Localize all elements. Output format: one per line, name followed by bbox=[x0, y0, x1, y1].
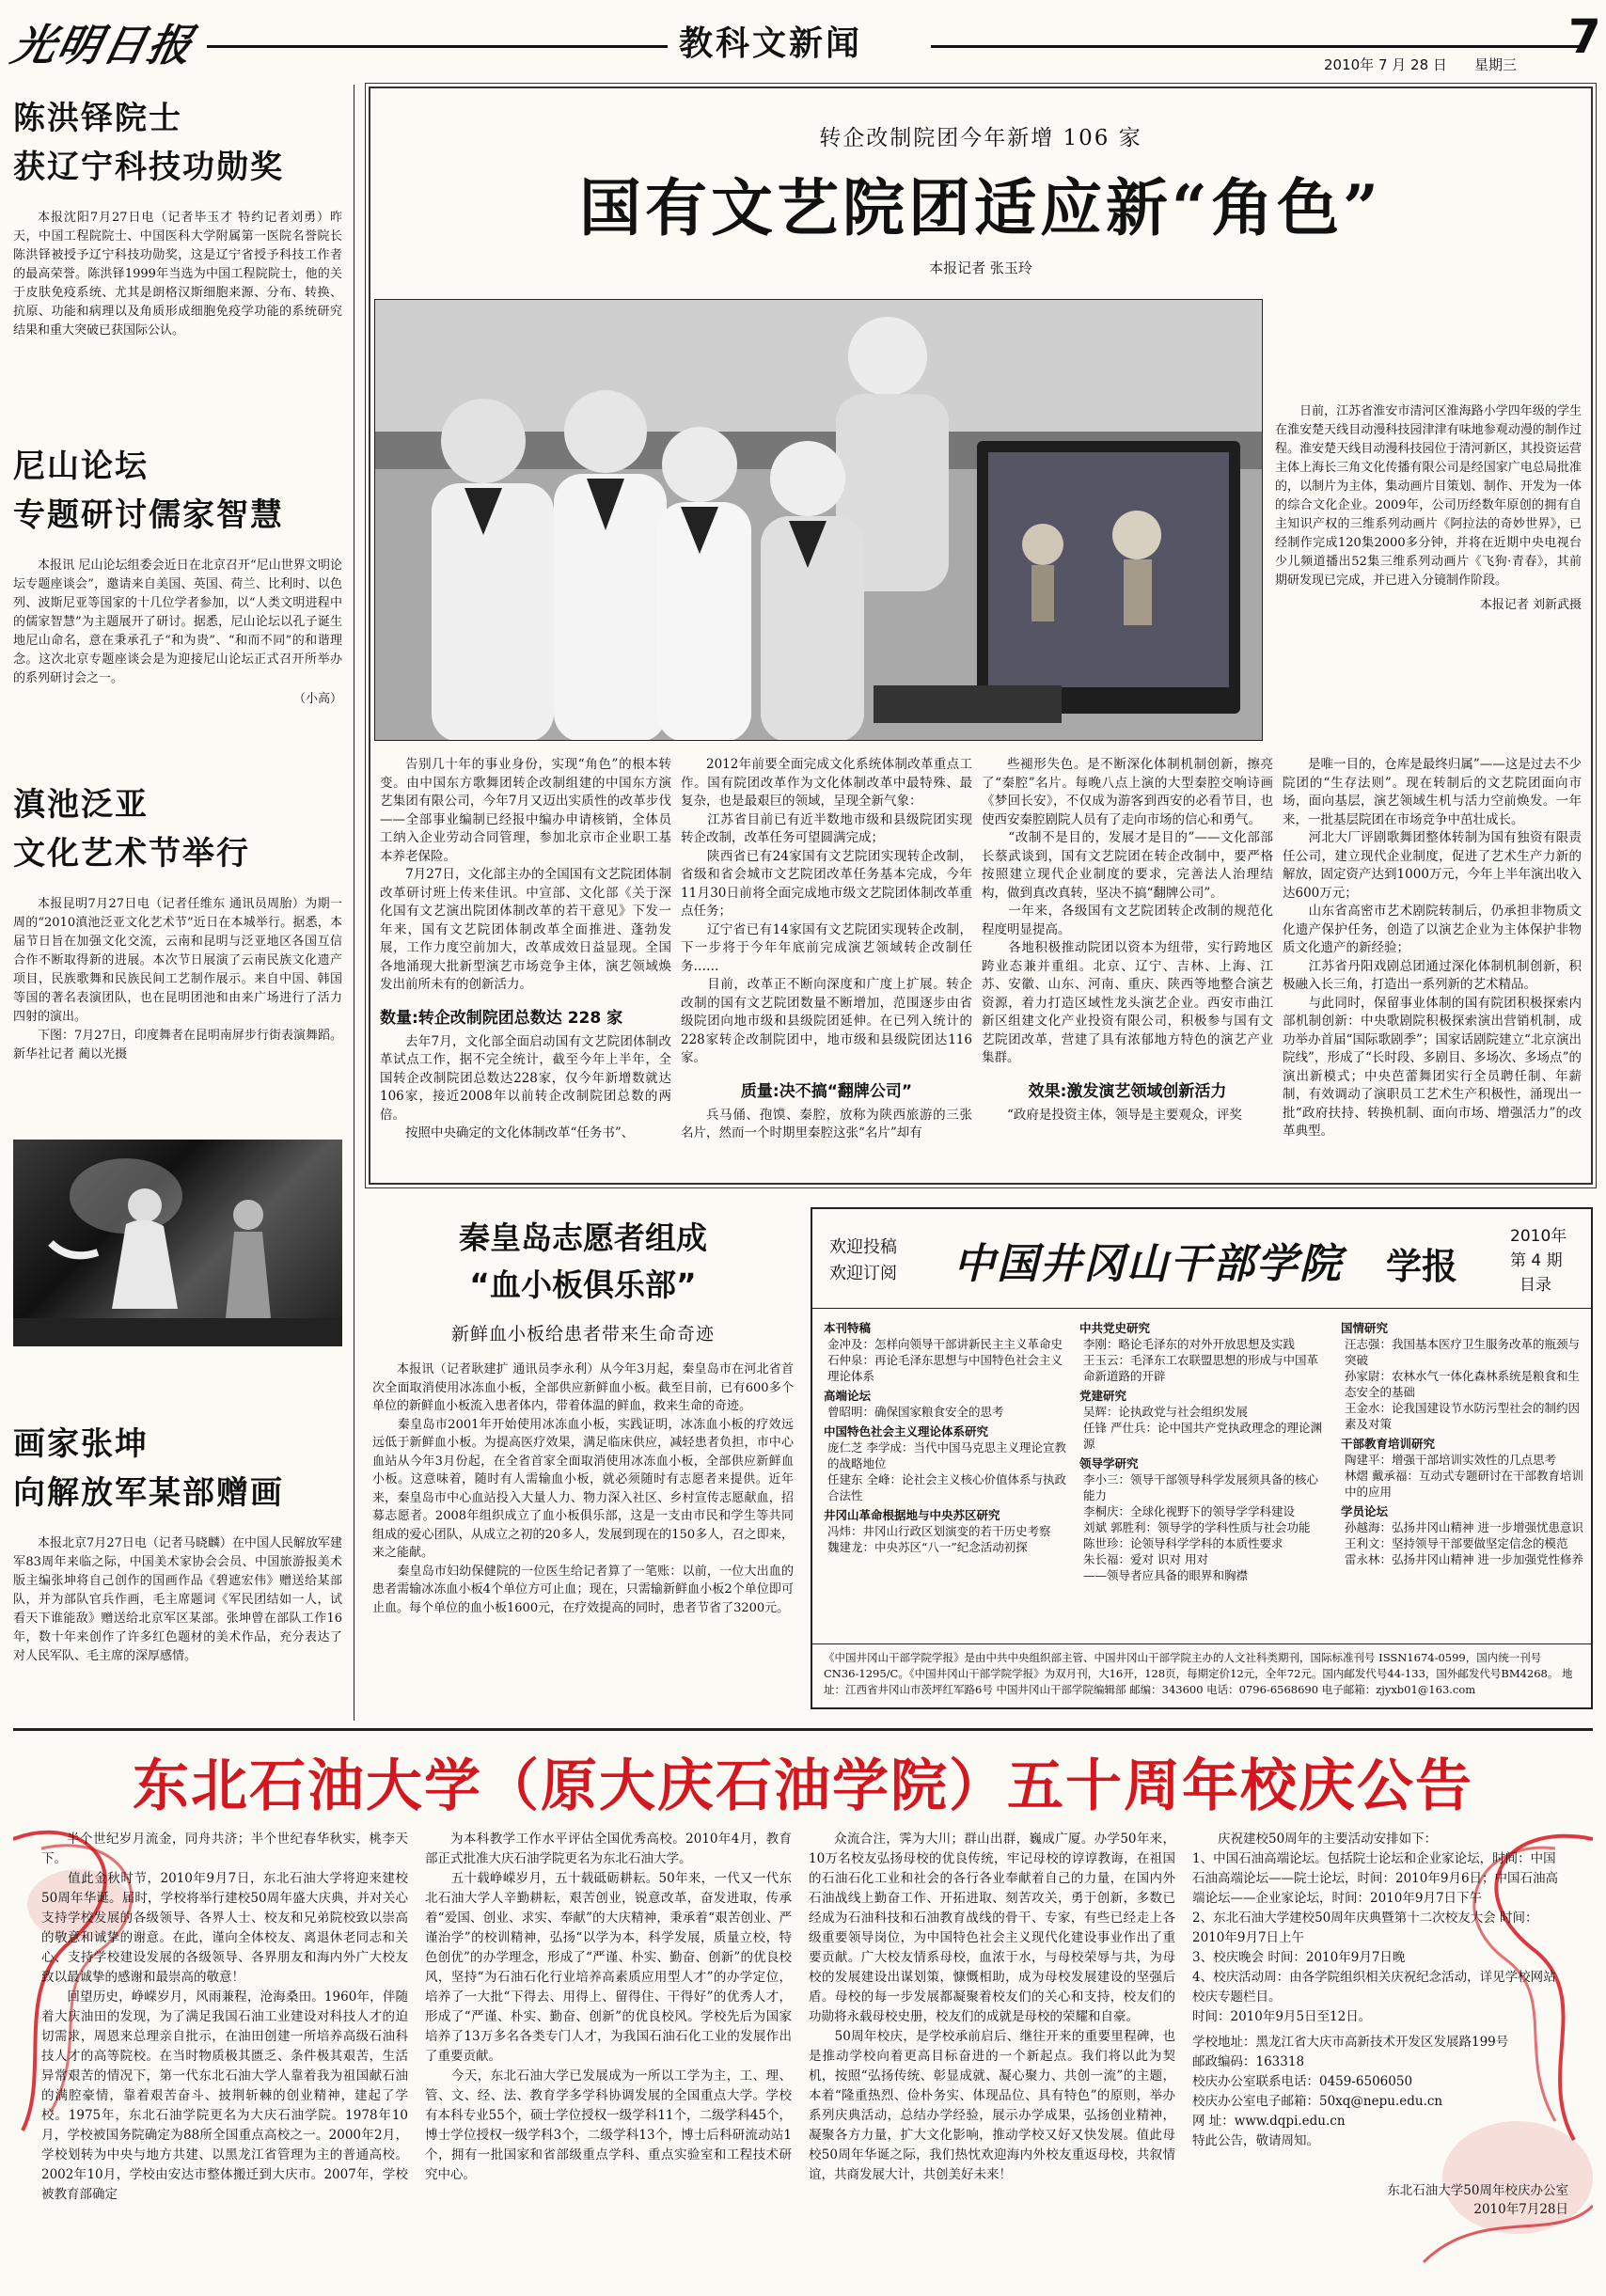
toc-entry: 任建东 全峰：论社会主义核心价值体系与执政合法性 bbox=[827, 1472, 1066, 1502]
activities-intro: 庆祝建校50周年的主要活动安排如下： bbox=[1218, 1832, 1438, 1847]
activity-item: 1、中国石油高端论坛。包括院士论坛和企业家论坛，时间：中国石油高端论坛——院士论坛，时间：2010年9月6日；中国石油高端论坛——企业家论坛，时间：2010年9月7日下午 bbox=[1192, 1851, 1559, 1906]
headline: 文化艺术节举行 bbox=[13, 835, 250, 873]
toc-entry: 孙家尉：农林水气一体化森林系统是粮食和生态安全的基础 bbox=[1345, 1369, 1581, 1399]
anniversary-ad bbox=[13, 1736, 1593, 2290]
toc-entry: 朱长福：爱对 识对 用对 bbox=[1083, 1552, 1208, 1566]
ad-column-3: 众流合注，霁为大川；群山出群，巍成广厦。办学50年来，10万名校友弘扬母校的优良传统，牢记母校的谆谆教诲，在祖国的石油石化工业和社会的各行各业奉献着自己的力量，在国内外石油战线上勤奋工作、开拓进取、刻苦攻关，勇于创新，多数已经成为石油科技和石油教育战线的骨干、专家，有些已经走上各级重要领导岗位，为中国特色社会主义现代化建设事业作出了重要贡献。广大校友情系母校，血浓于水，与母校荣辱与共，为母校的发展建设出谋划策，慷慨相助，成为母校发展建设的坚强后盾。母校的每一步发展都凝聚着校友们的关心和支持，校友们的功勋将永载母校史册，校友们的成就是母校的荣耀和自豪。 50周年校庆，是学校承前启后、继往开来的重要里程碑，也是推动学校向着更高目标奋进的一个新起点。我们将以此为契机，按照“弘扬传统、彰显成就、凝心聚力、共创一流”的主题，本着“隆重热烈、俭朴务实、体现品位、具有特色”的原则，举办系列庆典活动，总结办学经验，展示办学成果，弘扬创业精神，凝聚各方力量，扩大文化影响，推动学校又好又快发展。值此母校50周年华诞之际，我们热忱欢迎海内外校友重返母校，共叙情谊，共商发展大计，共创美好未来！ bbox=[809, 1832, 1175, 2182]
masthead bbox=[0, 0, 1606, 73]
lead-headline: 国有文艺院团适应新“角色” bbox=[579, 171, 1382, 244]
ad-signature-date: 2010年7月28日 bbox=[1473, 2202, 1568, 2217]
headline: 获辽宁科技功勋奖 bbox=[13, 149, 284, 186]
story-qinhuangdao bbox=[372, 1215, 794, 1617]
contact-line: 邮政编码：163318 bbox=[1192, 2054, 1305, 2069]
toc-section-heading: 本刊特稿 bbox=[824, 1321, 872, 1335]
toc-entry: 孙越海：弘扬井冈山精神 进一步增强忧患意识 bbox=[1345, 1520, 1583, 1534]
toc-entry: 曾昭明：确保国家粮食安全的思考 bbox=[827, 1405, 1004, 1419]
headline: 秦皇岛志愿者组成 bbox=[459, 1219, 707, 1256]
story-dianchi-festival bbox=[13, 780, 347, 1064]
issue-weekday: 星期三 bbox=[1474, 56, 1518, 73]
activities-list bbox=[1192, 1849, 1568, 2027]
ad-title: 东北石油大学（原大庆石油学院）五十周年校庆公告 bbox=[133, 1753, 1473, 1819]
photo-caption: 下图：7月27日，印度舞者在昆明南屏步行街表演舞蹈。 新华社记者 蔺以光摄 bbox=[13, 1029, 347, 1062]
welcome-subscribe: 欢迎订阅 bbox=[829, 1264, 897, 1283]
toc-entry: 金冲及：怎样向领导干部讲新民主主义革命史 bbox=[827, 1337, 1063, 1351]
headline: 向解放军某部赠画 bbox=[13, 1474, 284, 1512]
lead-column-2: 2012年前要全面完成文化系统体制改革重点工作。国有院团改革作为文化体制改革中最特殊、最复杂，也是最艰巨的领域，呈现全新气象： 江苏省目前已有近半数地市级和县级院团实现转企改制，改革任务可望圆满完成； 陕西省已有24家国有文艺院团实现转企改制，省级和省会城市文艺院团改革任务基本完成，今年11月30日前将全面完成地市级文艺院团体制改革重点任务； 辽宁省已有14家国有文艺院团实现转企改制，下一步将于今年年底前完成演艺领域转企改制任务…… 目前，改革正不断向深度和广度上扩展。转企改制的国有文艺院团数量不断增加，范围逐步由省级院团向地市级和县级院团延伸。在已列入统计的228家转企改制院团中，地市级和县级院团达116家。 质量:决不搞“翻牌公司” 兵马俑、孢馍、秦腔，放称为陕西旅游的三张名片，然而一个时期里秦腔这张“名片”却有 bbox=[681, 757, 972, 1140]
jinggangshan-journal-box bbox=[811, 1207, 1593, 1709]
subhead: 效果:激发演艺领域创新活力 bbox=[1028, 1081, 1227, 1101]
toc-column-1 bbox=[824, 1316, 1066, 1555]
journal-toc-label: 目录 bbox=[1519, 1276, 1551, 1295]
contact-line: 校庆办公室电子邮箱：50xq@nepu.edu.cn bbox=[1192, 2094, 1443, 2109]
lead-column-3: 些褪形失色。是不断深化体制机制创新，擦亮了“秦腔”名片。每晚八点上演的大型秦腔交响诗画《梦回长安》，不仅成为游客到西安的必看节目，也使西安秦腔剧院人员有了走向市场的信心和勇气。 “改制不是目的，发展才是目的”——文化部部长蔡武谈到，国有文艺院团在转企改制中，要严格按照建立现代企业制度的要求，完善法人治理结构，做到真改真转，坚决不搞“翻牌公司”。 一年来，各级国有文艺院团转企改制的规范化程度明显提高。 各地积极推动院团以资本为纽带，实行跨地区跨业态兼并重组。北京、辽宁、吉林、上海、江苏、安徽、山东、河南、重庆、陕西等地整合演艺资源，着力打造区域性龙头演艺企业。西安市曲江新区组建文化产业投资有限公司，积极参与国有文艺院团改革，营建了具有浓郁地方特色的演艺产业集群。 效果:激发演艺领域创新活力 “政府是投资主体，领导是主要观众，评奖 bbox=[982, 757, 1273, 1123]
toc-entry: 任锋 严仕兵：论中国共产党执政理念的理论渊源 bbox=[1083, 1421, 1322, 1451]
toc-entry: 吴辉：论执政党与社会组织发展 bbox=[1083, 1405, 1249, 1419]
contact-line: 特此公告，敬请周知。 bbox=[1192, 2133, 1319, 2148]
article-body: 本报北京7月27日电（记者马晓麟）在中国人民解放军建军83周年来临之际，中国美术家协会会员、中国旅游报美术版主编张坤将自己创作的国画作品《碧遮宏伟》赠送给某部队，并为部队官兵作画，毛主席题词《军民团结如一人，试看天下谁能敌》赠送给北京军区某部。张坤曾在部队工作16年，数十年来创作了许多红色题材的美术作品，充分表达了对人民军队、毛主席的深厚感情。 bbox=[13, 1536, 342, 1663]
masthead-rule-right bbox=[931, 45, 1580, 48]
toc-section-heading: 国情研究 bbox=[1341, 1321, 1389, 1335]
article-body: 本报讯（记者耿建扩 通讯员李永利）从今年3月起，秦皇岛市在河北省首次全面取消使用冰冻血小板，全部供应新鲜血小板。截至目前，已有600多个单位的新鲜血小板流入患者体内，带着体温的鲜血，救来生命的奇迹。 秦皇岛市2001年开始使用冰冻血小板，实践证明，冰冻血小板的疗效远远低于新鲜血小板。为提高医疗效果，满足临床供应，减轻患者负担，市中心血站从今年3月份起，在全省首家全面取消使用冰冻血小板，全部供应新鲜血小板。这意味着，随时有人需输血小板，就必须随时有志愿者来提供。近年来，秦皇岛市中心血站投入大量人力、物力深入社区、乡村宣传志愿献血，招募志愿者。2008年组织成立了血小板俱乐部，这是一支由市民和学生等共同组成的爱心团队，从成立之初的20多人，发展到现在的150多人，召之即来，来之能献。 秦皇岛市妇幼保健院的一位医生给记者算了一笔账：以前，一位大出血的患者需输冰冻血小板4个单位方可止血；现在，只需输新鲜血小板2个单位即可止血。每个单位的血小板1600元，在疗效提高的同时，患者节省了3200元。 bbox=[372, 1362, 794, 1615]
activity-item: 2、东北石油大学建校50周年庆典暨第十二次校友大会 时间：2010年9月7日上午 bbox=[1192, 1911, 1538, 1945]
lead-photo-caption: 日前，江苏省淮安市清河区淮海路小学四年级的学生在淮安楚天线目动漫科技园津津有味地参观动漫的制作过程。淮安楚天线目动漫科技园位于清河新区，其投资运营主体上海长三角文化传播有限公司是经国家广电总局批准的，以制片为主体，集动画片目策划、制作、开发为一体的综合文化企业。2009年，公司历经数年原创的拥有自主知识产权的三维系列动画片《阿拉法的奇妙世界》，已经制作完成120集2000多分钟，并将在近期中央电视台少儿频道播出52集三维系列动画片《飞狗·青春》，其前期研发现已完成，并已进入分镜制作阶段。 本报记者 刘新武摄 bbox=[1275, 404, 1582, 612]
toc-column-2 bbox=[1079, 1316, 1330, 1583]
ad-column-4 bbox=[1192, 1830, 1568, 2217]
welcome-submit: 欢迎投稿 bbox=[829, 1237, 897, 1257]
article-body: 本报讯 尼山论坛组委会近日在北京召开“尼山世界文明论坛专题座谈会”，邀请来自美国、英国、荷兰、比利时、以色列、波斯尼亚等国家的十几位学者参加，以“人类文明进程中的儒家智慧”为主题展开了研讨。据悉，尼山论坛以孔子诞生地尼山命名，意在秉承孔子“和为贵”、“和而不同”的和谐理念。这次北京专题座谈会是为迎接尼山论坛正式召开所举办的系列研讨会之一。 bbox=[13, 558, 342, 685]
story-zhang-kun bbox=[13, 1420, 342, 1666]
journal-name: 中国井冈山干部学院 bbox=[953, 1240, 1343, 1288]
journal-name-suffix: 学报 bbox=[1386, 1245, 1458, 1287]
toc-column-3 bbox=[1341, 1316, 1583, 1567]
toc-entry: 汪志强：我国基本医疗卫生服务改革的瓶颈与突破 bbox=[1345, 1337, 1581, 1367]
journal-footer: 《中国井冈山干部学院学报》是由中共中央组织部主管、中国井冈山干部学院主办的人文社科类期刊，国际标准刊号 ISSN1674-0599，国内统一刊号 CN36-1295/C。《中国井冈山干部学院学报》为双月刊，大16开，128页，每期定价12元，全年72元。国内邮发代号44-133，国外邮发代号BM4268。 地址：江西省井冈山市茨坪红军路6号 中国井冈山干部学院编辑部 邮编：343600 电话：0796-6568690 电子邮箱：zjyxb01@163.com bbox=[812, 1643, 1591, 1707]
toc-entry: 王金水：论我国建设节水防污型社会的制约因素及对策 bbox=[1345, 1401, 1581, 1431]
activity-item: 4、校庆活动周：由各学院组织相关庆祝纪念活动，详见学校网站校庆专题栏目。 bbox=[1192, 1970, 1556, 2005]
journal-issue: 第 4 期 bbox=[1510, 1251, 1563, 1270]
headline: 滇池泛亚 bbox=[13, 786, 149, 824]
toc-section-heading: 学员论坛 bbox=[1341, 1504, 1389, 1518]
toc-entry: 陶建平：增强干部培训实效性的几点思考 bbox=[1345, 1453, 1557, 1467]
deck: 新鲜血小板给患者带来生命奇迹 bbox=[450, 1324, 715, 1345]
masthead-rule-left bbox=[207, 45, 668, 48]
toc-entry: 王玉云：毛泽东工农联盟思想的形成与中国革命新道路的开辟 bbox=[1083, 1353, 1319, 1383]
lead-kicker: 转企改制院团今年新增 106 家 bbox=[819, 126, 1142, 150]
toc-section-heading: 党建研究 bbox=[1079, 1389, 1127, 1403]
issue-date: 2010年 7 月 28 日 bbox=[1324, 56, 1447, 73]
toc-section-heading: 中国特色社会主义理论体系研究 bbox=[824, 1424, 989, 1439]
contact-line: 学校地址：黑龙江省大庆市高新技术开发区发展路199号 bbox=[1192, 2035, 1509, 2050]
toc-entry: 庞仁芝 李学成：当代中国马克思主义理论宣教的战略地位 bbox=[827, 1440, 1066, 1470]
ad-column-1: 半个世纪岁月流金，同舟共济；半个世纪春华秋实，桃李天下。 值此金秋时节，2010年9月7日，东北石油大学将迎来建校50周年华诞。届时，学校将举行建校50周年盛大庆典，并对关心支持学校发展的各级领导、各界人士、校友和兄弟院校致以崇高的敬意和诚挚的谢意。在此，谨向全体校友、离退休老同志和关心、支持学校建设发展的各级领导、各界朋友和海内外广大校友致以最诚挚的感谢和最崇高的敬意！ 回望历史，峥嵘岁月，风雨兼程，沧海桑田。1960年，伴随着大庆油田的发现，为了满足我国石油工业建设对科技人才的迫切需求，周恩来总理亲自批示，在油田创建一所培养高级石油科技人才的高等院校。在当时物质极其匮乏、条件极其艰苦，生活异常艰苦的情况下，第一代东北石油大学人靠着我为祖国献石油的满腔豪情，靠着艰苦奋斗、披荆斩棘的创业精神，建起了学校。1975年，东北石油学院更名为大庆石油学院。1978年10月，学校被国务院确定为88所全国重点高校之一。2000年2月，学校划转为中央与地方共建、以黑龙江省管理为主的普通高校。2002年10月，学校由安达市整体搬迁到大庆市。2007年，学校被教育部确定 bbox=[41, 1832, 408, 2202]
toc-entry: 刘斌 郭胜利：领导学的学科性质与社会功能 bbox=[1083, 1520, 1311, 1534]
page-number: 7 bbox=[1568, 9, 1601, 64]
article-body: 本报昆明7月27日电（记者任维东 通讯员周胎）为期一周的“2010滇池泛亚文化艺术节”近日在本城举行。据悉，本届节日旨在加强文化交流，云南和昆明与泛亚地区各国互信合作不断取得新的进展。本次节日展演了云南民族文化遗产项目，民族歌舞和民族民间工艺制作展示。来自中国、韩国等国的著名表演团队，也在昆明团池和由来广场进行了活力四射的演出。 bbox=[13, 897, 342, 1024]
contact-line: 网 址：www.dqpi.edu.cn bbox=[1192, 2114, 1346, 2129]
lead-photo bbox=[374, 299, 1263, 741]
subhead: 质量:决不搞“翻牌公司” bbox=[740, 1081, 913, 1101]
journal-header bbox=[812, 1209, 1591, 1309]
article-body: 本报沈阳7月27日电（记者毕玉才 特约记者刘勇）昨天，中国工程院院士、中国医科大学附属第一医院名誉院长陈洪铎被授予辽宁科技功勋奖，这是辽宁省授予科技工作者的最高荣誉。陈洪铎1999年当选为中国工程院院士，他的关于皮肤免疫系统、尤其是朗格汉斯细胞来源、分布、转换、抗原、功能和病理以及角质形成细胞免疫学功能的系统研究结果和重大突破已获国际公认。 bbox=[13, 211, 342, 338]
section-title: 教科文新闻 bbox=[679, 24, 863, 63]
lead-byline: 本报记者 张玉玲 bbox=[929, 259, 1032, 276]
lead-column-1: 告别几十年的事业身份，实现“角色”的根本转变。由中国东方歌舞团转企改制组建的中国东方演艺集团有限公司，今年7月又迈出实质性的改革步伐——全部事业编制已经报中编办申请核销，全体员工纳入企业劳动合同管理，参加北京市企业职工基本养老保险。 7月27日，文化部主办的全国国有文艺院团体制改革研讨班上传来佳讯。中宣部、文化部《关于深化国有文艺演出院团体制改革的若干意见》下发一年来，国有文艺院团体制改革全面推进、蓬勃发展，工作力度空前加大，改革成效日益显现。全国各地涌现大批新型演艺市场竞争主体，演艺领域焕发出前所未有的创新活力。 数量:转企改制院团总数达 228 家 去年7月，文化部全面启动国有文艺院团体制改革试点工作，据不完全统计，截至今年上半年，全国转企改制院团总数达228家，仅今年新增数就达106家，接近2008年以前转企改制院团总数的两倍。 按照中央确定的文化体制改革“任务书”、 bbox=[380, 757, 671, 1140]
toc-entry: 李刚：略论毛泽东的对外开放思想及实践 bbox=[1083, 1337, 1296, 1351]
headline: 专题研讨儒家智慧 bbox=[13, 496, 284, 534]
toc-entry: 李桐庆：全球化视野下的领导学学科建设 bbox=[1083, 1504, 1296, 1518]
toc-section-heading: 干部教育培训研究 bbox=[1341, 1437, 1436, 1451]
headline: 尼山论坛 bbox=[13, 448, 149, 485]
toc-entry: 林熠 戴承福：互动式专题研讨在干部教育培训中的应用 bbox=[1345, 1469, 1583, 1499]
toc-entry: 李小三：领导干部领导科学发展须具备的核心能力 bbox=[1083, 1472, 1319, 1502]
byline: （小高） bbox=[292, 692, 342, 706]
story-nishan-forum bbox=[13, 442, 342, 706]
toc-entry: 陈世珍：论领导科学学科的本质性要求 bbox=[1083, 1536, 1283, 1550]
journal-year: 2010年 bbox=[1510, 1227, 1567, 1246]
activity-item: 3、校庆晚会 时间：2010年9月7日晚 bbox=[1192, 1950, 1406, 1965]
toc-entry: 雷永林：弘扬井冈山精神 进一步加强党性修养 bbox=[1345, 1552, 1583, 1566]
headline: 陈洪铎院士 bbox=[13, 100, 182, 137]
toc-entry: ——领导者应具备的眼界和胸襟 bbox=[1083, 1568, 1249, 1582]
dancer-photo bbox=[13, 1140, 342, 1346]
toc-entry: 王利文：坚持领导干部要做坚定信念的模范 bbox=[1345, 1536, 1568, 1550]
story-chen-hongduo bbox=[13, 94, 342, 340]
headline: “血小板俱乐部” bbox=[469, 1266, 697, 1303]
toc-section-heading: 中共党史研究 bbox=[1079, 1321, 1151, 1335]
contact-line: 校庆办公室联系电话：0459-6506050 bbox=[1192, 2074, 1413, 2089]
toc-section-heading: 领导学研究 bbox=[1079, 1456, 1139, 1470]
toc-entry: 石仲泉：再论毛泽东思想与中国特色社会主义理论体系 bbox=[827, 1353, 1063, 1383]
contact-info bbox=[1192, 2033, 1568, 2151]
ad-column-2: 为本科教学工作水平评估全国优秀高校。2010年4月，教育部正式批准大庆石油学院更名为东北石油大学。 五十载峥嵘岁月，五十载砥砺耕耘。50年来，一代又一代东北石油大学人辛勤耕耘，艰苦创业，锐意改革，奋发进取，传承着“爱国、创业、求实、奉献”的大庆精神，秉承着“艰苦创业、严谨治学”的校训精神，弘扬“以学为本，科学发展，质量立校，特色创优”的办学理念，形成了“严谨、朴实、勤奋、创新”的优良校风，坚持“为石油石化行业培养高素质应用型人才”的办学定位，培养了一大批“下得去、用得上、留得住、干得好”的优秀人才，形成了“严谨、朴实、勤奋、创新”的优良校风。学校先后为国家培养了13万多名各类专门人才，为我国石油石化工业的发展作出了重要贡献。 今天，东北石油大学已发展成为一所以工学为主，工、理、管、文、经、法、教育学多学科协调发展的全国重点大学。学校有本科专业55个，硕士学位授权一级学科11个，二级学科45个，博士学位授权一级学科3个，二级学科13个，博士后科研流动站1个，拥有一批国家和省部级重点学科、重点实验室和工程技术研究中心。 bbox=[425, 1832, 792, 2182]
headline: 画家张坤 bbox=[13, 1425, 149, 1463]
toc-section-heading: 高端论坛 bbox=[824, 1389, 872, 1403]
ad-top-rule bbox=[13, 1728, 1593, 1731]
subhead: 数量:转企改制院团总数达 228 家 bbox=[380, 1008, 623, 1028]
lead-column-4: 是唯一目的，仓库是最终归属”——这是过去不少院团的“生存法则”。现在转制后的文艺院团面向市场，面向基层，演艺领域生机与活力空前焕发。一年来，一批基层院团在市场竞争中茁壮成长。 河北大厂评剧歌舞团整体转制为国有独资有限责任公司，建立现代企业制度，促进了艺术生产力新的解放，固定资产达到1000万元，今年上半年演出收入达600万元； 山东省高密市艺术剧院转制后，仍承担非物质文化遗产保护任务，创造了以演艺企业为主体保护非物质文化遗产的新经验； 江苏省丹阳戏剧总团通过深化体制机制创新，积极融入长三角，打造出一系列新的艺术精品。 与此同时，保留事业体制的国有院团积极探索内部机制创新：中央歌剧院积极探索演出营销机制，成功举办首届“国际歌剧季”；国家话剧院建立“北京演出院线”，形成了“长时段、多剧目、多场次、多场点”的演出新模式；中央芭蕾舞团实行全员聘任制、年薪制，有效调动了演职员工艺术生产积极性，涌现出一批“政府扶持、转换机制、面向市场、增强活力”的改革典型。 bbox=[1283, 757, 1582, 1139]
toc-entry: 冯炜：井冈山行政区划演变的若干历史考察 bbox=[827, 1524, 1051, 1538]
toc-entry: 魏建龙：中央苏区“八一”纪念活动初探 bbox=[827, 1540, 1028, 1554]
toc-section-heading: 井冈山革命根据地与中央苏区研究 bbox=[824, 1508, 1000, 1522]
ad-signature: 东北石油大学50周年校庆办公室 bbox=[1387, 2183, 1568, 2198]
activity-item: 时间：2010年9月5日至12日。 bbox=[1192, 2009, 1372, 2024]
photo-credit: 本报记者 刘新武摄 bbox=[1479, 598, 1582, 612]
paper-name-logo: 光明日报 bbox=[7, 20, 199, 71]
